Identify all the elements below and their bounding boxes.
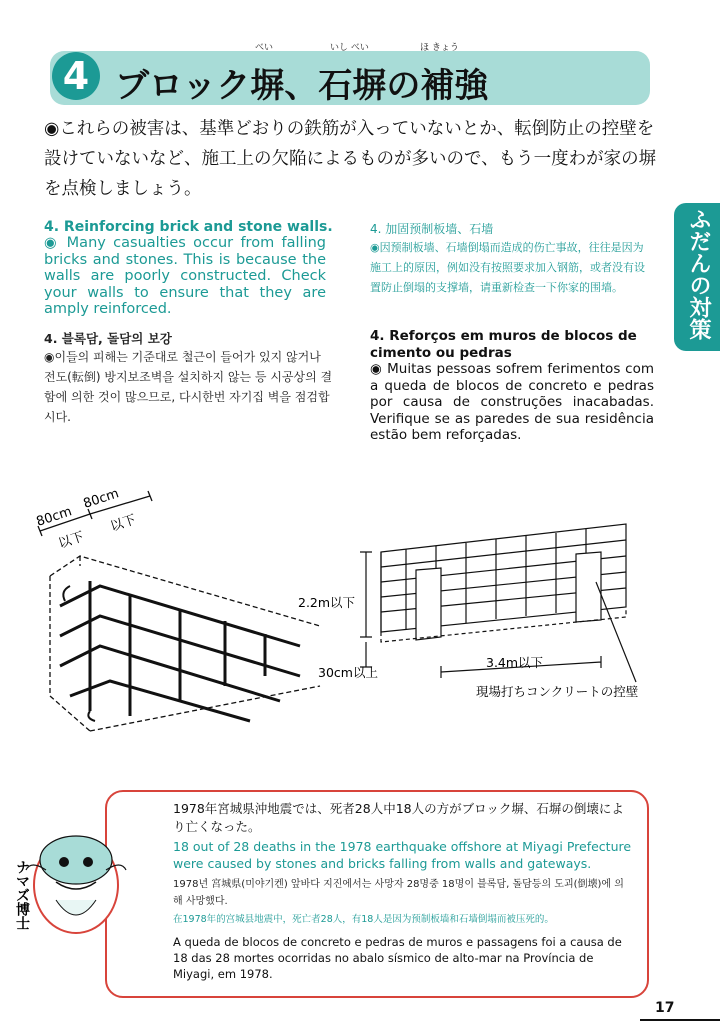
note-chinese: 在1978年的宫城县地震中，死亡者28人，有18人是因为预制板墙和石墙倒塌而被压死的。	[173, 914, 554, 925]
dim-ika-2: 以下	[108, 512, 138, 535]
note-english: 18 out of 28 deaths in the 1978 earthquake offshore at Miyagi Prefecture were caused by stones and bricks falling from walls and gateways.	[173, 839, 632, 871]
mascot-name: ナマズ博士	[14, 860, 30, 930]
portuguese-body: ◉ Muitas pessoas sofrem ferimentos com a queda de blocos de concreto e pedras por causa de construções inacabadas. Verifique se as paredes de sua residência estão bem reforçadas.	[370, 361, 654, 443]
title-ruby-1: べい	[255, 43, 274, 53]
title-ruby-3: ほ きょう	[420, 43, 459, 53]
note-portuguese: A queda de blocos de concreto e pedras de muros e passagens foi a causa de 18 das 28 mortes ocorridas no abalo sísmico de alto-mar na Província de Miyagi, em 1978.	[173, 935, 622, 981]
page-rule	[640, 1019, 720, 1021]
note-japanese: 1978年宮城県沖地震では、死者28人中18人の方がブロック塀、石塀の倒壊により亡くなった。	[173, 801, 624, 834]
korean-body: ◉이들의 피해는 기준대로 철근이 들어가 있지 않거나 전도(転倒) 방지보조벽을 설치하지 않는 등 시공상의 결함에 의한 것이 많으므로, 다시한번 자기집 벽을 점검합시다.	[44, 350, 333, 424]
catfish-mascot	[16, 800, 126, 950]
korean-heading: 4. 블록담, 돌담의 보강	[44, 331, 172, 346]
english-heading: 4. Reinforcing brick and stone walls.	[44, 219, 333, 235]
note-korean: 1978년 宮城県(미야기켄) 앞바다 지진에서는 사망자 28명중 18명이 블록담, 돌담등의 도괴(倒壊)에 의해 사망했다.	[173, 879, 624, 907]
height-label: 2.2m以下	[298, 595, 356, 610]
intro-bullet: ◉	[44, 119, 60, 139]
page-title: ブロック塀、石塀の補強	[115, 66, 489, 106]
portuguese-heading: 4. Reforços em muros de blocos de cimento ou pedras	[370, 328, 637, 361]
dim-80cm-1: 80cm	[34, 504, 74, 530]
page-number: 17	[655, 1000, 675, 1016]
spacing-label: 3.4m以下	[486, 655, 544, 670]
buttress-wall-illustration	[296, 512, 720, 712]
chinese-heading: 4. 加固预制板墙、石墙	[370, 222, 494, 236]
dim-80cm-2: 80cm	[81, 486, 121, 512]
english-body: ◉ Many casualties occur from falling bricks and stones. This is because the walls are poorly constructed. Check your walls to ensure that they are amply reinforced.	[44, 235, 326, 317]
dim-ika-1: 以下	[56, 529, 86, 552]
side-tab-label: ふだんの対策	[686, 208, 711, 340]
intro-text: これらの被害は、基準どおりの鉄筋が入っていないとか、転倒防止の控壁を設けていないなど、施工上の欠陥によるものが多いので、もう一度わが家の塀を点検しましょう。	[44, 119, 657, 199]
buttress-label: 現場打ちコンクリートの控壁	[476, 684, 639, 699]
rebar-wall-illustration	[30, 486, 330, 736]
chinese-body: ◉因预制板墙、石墙倒塌而造成的伤亡事故，往往是因为施工上的原因，例如没有按照要求加入钢筋，或者没有设置防止倒塌的支撑墙，请重新检查一下你家的围墙。	[370, 241, 645, 294]
section-number: 4	[52, 52, 100, 100]
title-ruby-2: いし べい	[330, 43, 369, 53]
depth-label: 30cm以上	[318, 665, 378, 680]
intro-japanese	[44, 114, 670, 204]
